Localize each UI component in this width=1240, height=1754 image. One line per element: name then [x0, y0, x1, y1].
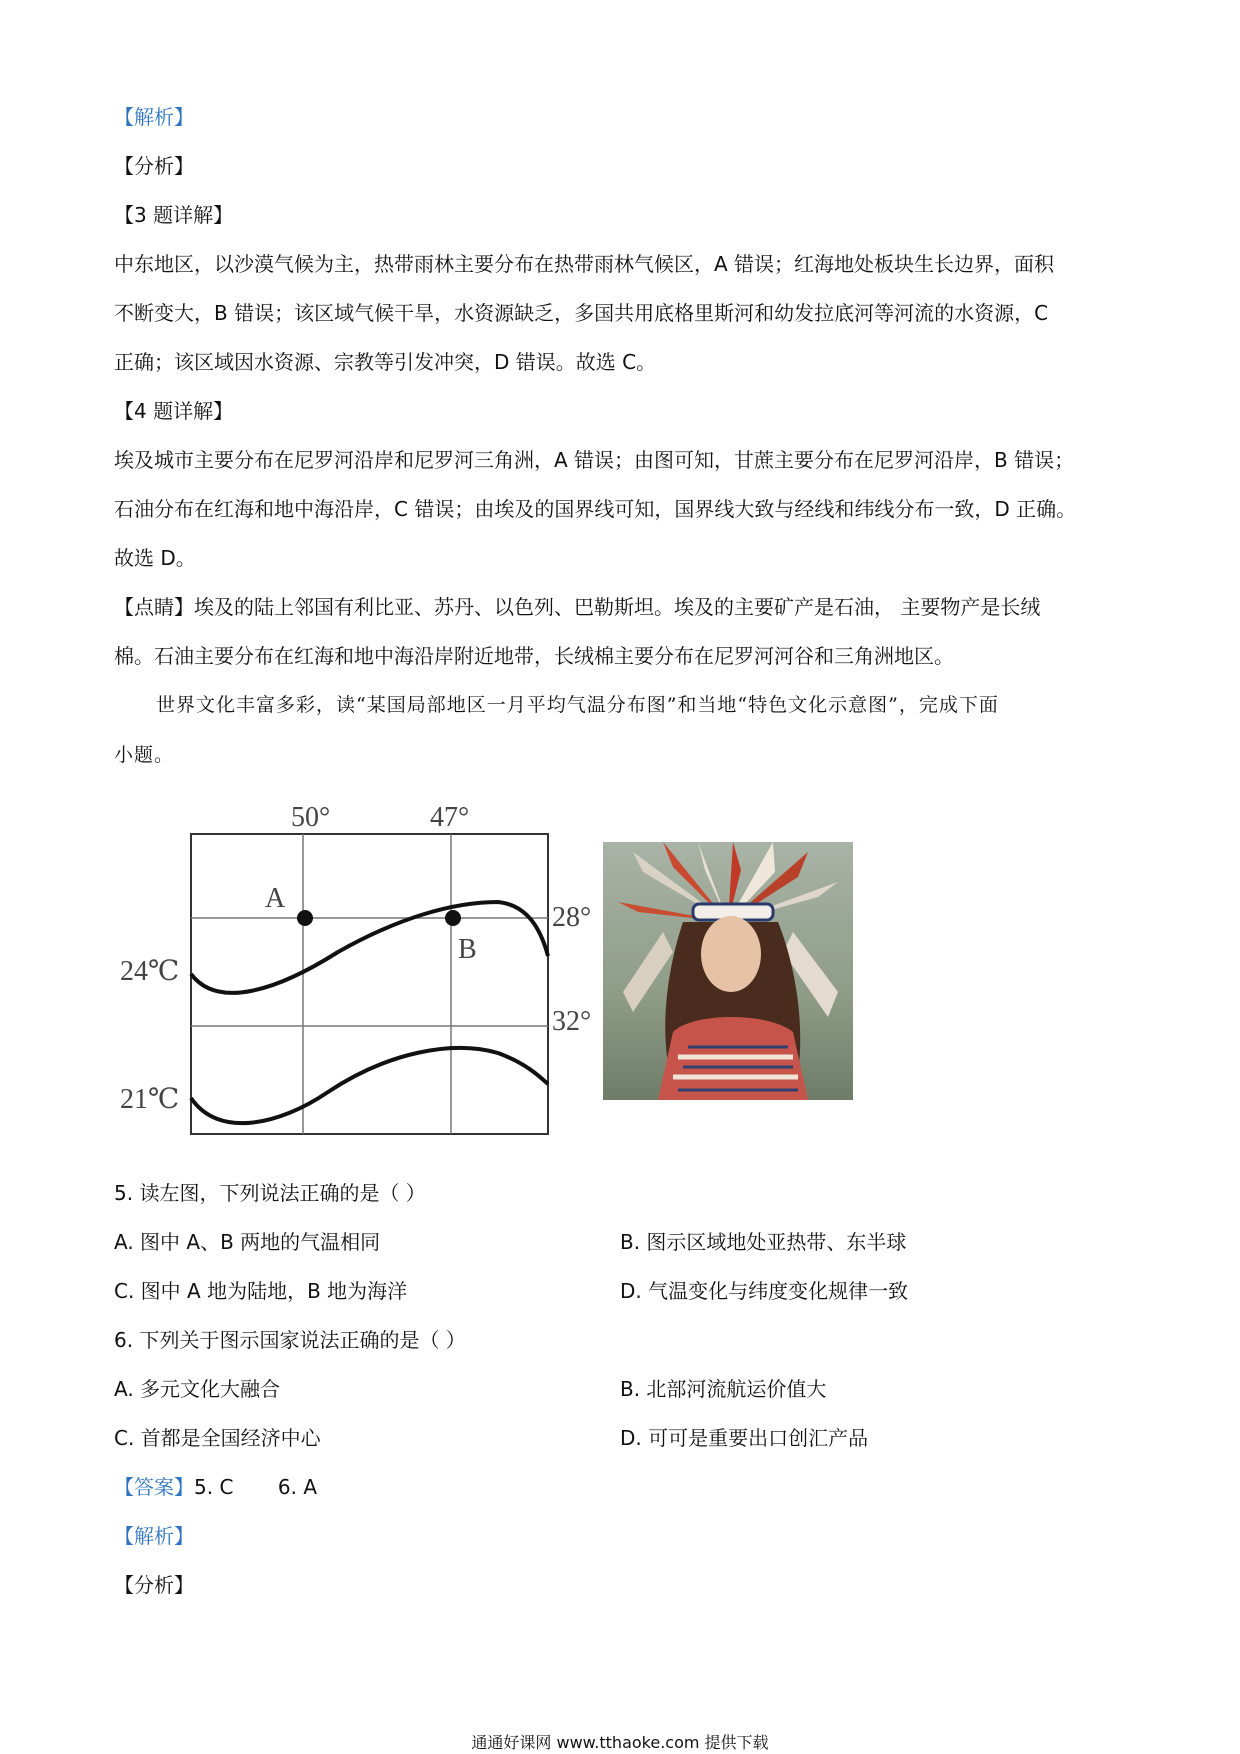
isotherm-24 — [191, 902, 548, 993]
dianjing-paragraph — [114, 592, 1040, 622]
point-b-label: B — [458, 934, 477, 965]
q3-detail-line: 正确；该区域因水资源、宗教等引发冲突，D 错误。故选 C。 — [114, 350, 657, 374]
q6-option-c: C. 首都是全国经济中心 — [114, 1426, 321, 1450]
q4-detail-heading: 【4 题详解】 — [114, 399, 234, 423]
q3-detail-line: 中东地区，以沙漠气候为主，热带雨林主要分布在热带雨林气候区，A 错误；红海地处板块生长边界，面积 — [114, 252, 1055, 276]
dianjing-line: 棉。石油主要分布在红海和地中海沿岸附近地带，长绒棉主要分布在尼罗河河谷和三角洲地区。 — [114, 644, 954, 668]
lat-label: 28° — [552, 902, 592, 933]
fenxi-label: 【分析】 — [114, 1573, 194, 1597]
q4-detail-line: 埃及城市主要分布在尼罗河沿岸和尼罗河三角洲，A 错误；由图可知，甘蔗主要分布在尼罗河沿岸，B 错误； — [114, 448, 1075, 472]
culture-photo — [603, 842, 853, 1100]
face — [701, 916, 761, 992]
q6-option-a: A. 多元文化大融合 — [114, 1377, 281, 1401]
point-a-marker — [297, 910, 313, 926]
isotherm-21 — [191, 1048, 548, 1123]
point-a-label: A — [265, 883, 286, 914]
q6-stem: 6. 下列关于图示国家说法正确的是（ ） — [114, 1328, 466, 1352]
map-frame — [191, 834, 548, 1134]
fenxi-label: 【分析】 — [114, 154, 194, 178]
page-footer[interactable]: 通通好课网 www.tthaoke.com 提供下载 — [471, 1733, 769, 1752]
lon-label: 50° — [291, 802, 331, 833]
isotherm-label: 24℃ — [120, 956, 180, 987]
q5-option-d: D. 气温变化与纬度变化规律一致 — [620, 1279, 909, 1303]
intro-line: 世界文化丰富多彩，读“某国局部地区一月平均气温分布图”和当地“特色文化示意图”，完成下面 — [156, 694, 999, 716]
point-b-marker — [445, 910, 461, 926]
answer-value: 5. C 6. A — [194, 1475, 318, 1499]
q3-detail-line: 不断变大，B 错误；该区域气候干旱，水资源缺乏，多国共用底格里斯河和幼发拉底河等河流的水资源，C — [114, 301, 1049, 325]
isotherm-label: 21℃ — [120, 1084, 180, 1115]
jiexi-label: 【解析】 — [114, 105, 194, 129]
q5-stem: 5. 读左图，下列说法正确的是（ ） — [114, 1181, 426, 1205]
intro-line: 小题。 — [114, 744, 175, 766]
answer-line — [114, 1472, 317, 1502]
q4-detail-line: 故选 D。 — [114, 546, 196, 570]
q6-option-d: D. 可可是重要出口创汇产品 — [620, 1426, 869, 1450]
lon-label: 47° — [430, 802, 470, 833]
temperature-map — [108, 790, 608, 1140]
lat-label: 32° — [552, 1006, 592, 1037]
q6-option-b: B. 北部河流航运价值大 — [620, 1377, 827, 1401]
answer-label: 【答案】 — [114, 1475, 194, 1499]
q5-option-b: B. 图示区域地处亚热带、东半球 — [620, 1230, 907, 1254]
jiexi-label: 【解析】 — [114, 1524, 194, 1548]
q3-detail-heading: 【3 题详解】 — [114, 203, 234, 227]
dianjing-text: 埃及的陆上邻国有利比亚、苏丹、以色列、巴勒斯坦。埃及的主要矿产是石油， 主要物产是长绒 — [194, 595, 1041, 619]
q5-option-a: A. 图中 A、B 两地的气温相同 — [114, 1230, 381, 1254]
q4-detail-line: 石油分布在红海和地中海沿岸，C 错误；由埃及的国界线可知，国界线大致与经线和纬线分布一致，D 正确。 — [114, 497, 1077, 521]
dianjing-label: 【点睛】 — [114, 595, 194, 619]
q5-option-c: C. 图中 A 地为陆地，B 地为海洋 — [114, 1279, 408, 1303]
